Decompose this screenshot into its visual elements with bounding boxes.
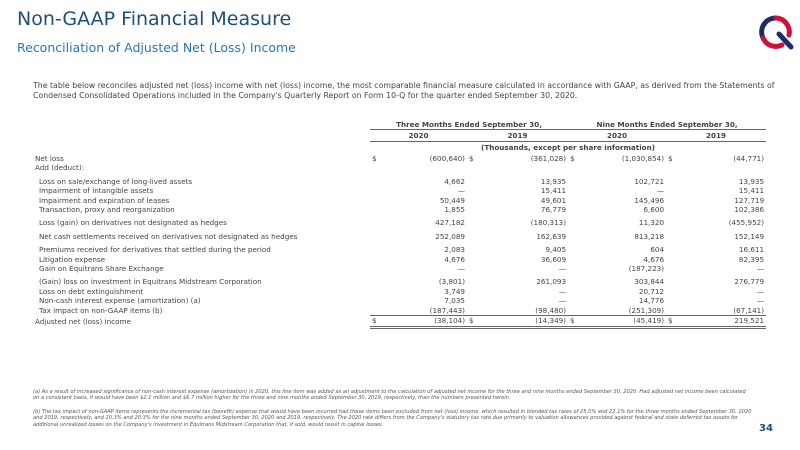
row-label: Tax impact on non-GAAP items (b): [39, 305, 163, 315]
currency-symbol: [666, 218, 678, 227]
currency-symbol: [467, 177, 479, 186]
period-header-row: [33, 111, 766, 130]
value-cell: —: [558, 264, 567, 274]
currency-symbol: [370, 232, 382, 241]
currency-symbol: [568, 264, 580, 273]
row-label: Litigation expense: [39, 254, 106, 264]
currency-symbol: [370, 255, 382, 264]
table-row: [33, 186, 766, 195]
value-cell: —: [457, 186, 465, 196]
value-cell: 49,601: [540, 195, 567, 205]
row-label: (Gain) loss on investment in Equitrans Midstream Corporation: [39, 277, 262, 287]
value-cell: 219,521: [678, 316, 766, 327]
value-cell: —: [756, 296, 765, 306]
row-label: Transaction, proxy and reorganization: [39, 205, 175, 215]
value-cell: 102,386: [734, 205, 765, 215]
value-cell: [382, 163, 467, 172]
currency-symbol: [568, 232, 580, 241]
company-logo: [758, 14, 794, 50]
value-cell: (251,309): [580, 306, 666, 316]
table-row: [33, 287, 766, 296]
currency-symbol: [666, 177, 678, 186]
table-row: [33, 264, 766, 273]
year-header: 2019: [666, 130, 766, 142]
table-row: [33, 316, 766, 327]
currency-symbol: [467, 264, 479, 273]
currency-symbol: $: [668, 154, 673, 163]
value-cell: (14,349): [479, 316, 568, 327]
value-cell: 16,611: [738, 245, 765, 255]
currency-symbol: [467, 296, 479, 305]
value-cell: (455,952): [728, 218, 765, 228]
value-cell: 276,779: [734, 277, 765, 287]
currency-symbol: [370, 205, 382, 214]
currency-symbol: [568, 186, 580, 195]
currency-symbol: [568, 306, 580, 316]
value-cell: —: [457, 264, 465, 274]
value-cell: (187,443): [382, 306, 467, 316]
value-cell: —: [756, 286, 765, 296]
currency-symbol: [666, 205, 678, 214]
value-cell: (98,480): [479, 306, 568, 316]
unit-row: [33, 142, 766, 155]
value-cell: 162,639: [536, 231, 567, 241]
value-cell: (180,313): [530, 218, 567, 228]
value-cell: 813,218: [634, 231, 665, 241]
row-label: Gain on Equitrans Share Exchange: [39, 264, 164, 274]
value-cell: 127,719: [734, 195, 765, 205]
currency-symbol: [666, 296, 678, 305]
currency-symbol: $: [372, 154, 377, 163]
currency-symbol: [467, 245, 479, 254]
currency-symbol: [370, 218, 382, 227]
value-cell: 20,712: [638, 286, 665, 296]
table-row: [33, 163, 766, 172]
currency-symbol: [666, 245, 678, 254]
currency-symbol: [370, 163, 382, 172]
currency-symbol: [568, 218, 580, 227]
currency-symbol: [568, 255, 580, 264]
row-label: Premiums received for derivatives that settled during the period: [39, 245, 271, 255]
value-cell: (3,801): [438, 277, 465, 287]
table-row: [33, 245, 766, 254]
value-cell: (38,104): [382, 316, 467, 327]
row-label: Loss on debt extinguishment: [39, 286, 144, 296]
row-label: Adjusted net (loss) income: [35, 316, 131, 326]
value-cell: [678, 163, 766, 172]
three-months-header: Three Months Ended September 30,: [370, 111, 568, 130]
currency-symbol: [666, 287, 678, 296]
value-cell: 14,776: [638, 296, 665, 306]
currency-symbol: [467, 287, 479, 296]
currency-symbol: [370, 264, 382, 273]
value-cell: —: [756, 264, 765, 274]
unit-label: (Thousands, except per share information): [481, 143, 656, 153]
reconciliation-table: [33, 111, 766, 329]
value-cell: (67,141): [678, 306, 766, 316]
currency-symbol: [568, 277, 580, 286]
value-cell: 13,935: [540, 176, 567, 186]
value-cell: 9,405: [545, 245, 567, 255]
value-cell: 145,496: [634, 195, 665, 205]
table-row: [33, 277, 766, 286]
currency-symbol: [467, 277, 479, 286]
value-cell: 1,855: [444, 205, 465, 215]
value-cell: 604: [650, 245, 665, 255]
value-cell: 15,411: [738, 186, 765, 196]
currency-symbol: [370, 196, 382, 205]
year-header: 2020: [370, 130, 467, 142]
year-header-row: [33, 130, 766, 142]
currency-symbol: [568, 287, 580, 296]
value-cell: 4,676: [444, 254, 465, 264]
table-row: [33, 205, 766, 214]
page-title: Non-GAAP Financial Measure: [17, 8, 292, 30]
row-label: Add (deduct):: [35, 163, 85, 173]
value-cell: (187,223): [628, 264, 665, 274]
currency-symbol: $: [666, 316, 678, 327]
currency-symbol: [370, 186, 382, 195]
currency-symbol: [568, 205, 580, 214]
table-row: [33, 306, 766, 316]
row-label: Non-cash interest expense (amortization) (a): [39, 296, 201, 306]
row-label: Loss (gain) on derivatives not designated as hedges: [39, 218, 227, 228]
year-header: 2019: [467, 130, 568, 142]
intro-text: The table below reconciles adjusted net (loss) income with net (loss) income, the most comparable financial measure calculated in accordance with GAAP, as derived from the Statements of Condensed Consolidated Operations included in the Company's Quarterly Report on Form 10-Q for the quarter ended September 30, 2020.: [33, 81, 775, 100]
value-cell: 6,600: [643, 205, 665, 215]
value-cell: 252,089: [435, 231, 465, 241]
table-row: [33, 255, 766, 264]
row-label: Loss on sale/exchange of long-lived assets: [39, 176, 193, 186]
currency-symbol: [370, 277, 382, 286]
currency-symbol: [666, 186, 678, 195]
currency-symbol: $: [568, 316, 580, 327]
currency-symbol: [467, 196, 479, 205]
value-cell: (361,028): [530, 154, 567, 163]
value-cell: 3,749: [444, 286, 465, 296]
page-number: 34: [759, 423, 773, 434]
row-label: Impairment of intangible assets: [39, 186, 154, 196]
value-cell: (1,030,854): [621, 154, 665, 163]
currency-symbol: [568, 245, 580, 254]
currency-symbol: [568, 163, 580, 172]
currency-symbol: $: [469, 154, 474, 163]
currency-symbol: [370, 296, 382, 305]
value-cell: (600,640): [429, 154, 465, 163]
value-cell: 7,035: [444, 296, 465, 306]
row-label: Net loss: [35, 154, 64, 163]
footnote-b: (b) The tax impact of non-GAAP items represents the incremental tax (benefit) expense that would have been incurred had these items been excluded from net (loss) income, which resulted in blended tax rates of 25.0% and 22.1% for the three months ended September 30, 2020 and 2019, respectively, and 20.3% and 20.3% for the nine months ended September 30, 2020 and 2019, respectively. The 2020 rate differs from the Company's statutory tax rate due primarily to valuation allowances provided against federal and state deferred tax assets for additional unrealized losses on the Company's investment in Equitrans Midstream Corporation that, if sold, would result in capital losses.: [33, 409, 752, 428]
value-cell: 303,844: [634, 277, 665, 287]
currency-symbol: [666, 255, 678, 264]
currency-symbol: [666, 277, 678, 286]
value-cell: 4,676: [643, 254, 665, 264]
currency-symbol: [666, 232, 678, 241]
value-cell: 82,395: [738, 254, 765, 264]
value-cell: —: [558, 296, 567, 306]
currency-symbol: [467, 232, 479, 241]
currency-symbol: [666, 264, 678, 273]
value-cell: 102,721: [634, 176, 665, 186]
value-cell: 427,182: [435, 218, 465, 228]
currency-symbol: [568, 177, 580, 186]
currency-symbol: [467, 163, 479, 172]
table-row: [33, 218, 766, 227]
value-cell: 2,083: [444, 245, 465, 255]
value-cell: (44,771): [733, 154, 765, 163]
value-cell: 15,411: [540, 186, 567, 196]
currency-symbol: [370, 245, 382, 254]
value-cell: [479, 163, 568, 172]
currency-symbol: [666, 306, 678, 316]
row-label: Net cash settlements received on derivatives not designated as hedges: [39, 231, 298, 241]
value-cell: 11,320: [638, 218, 665, 228]
table-row: [33, 296, 766, 305]
value-cell: 152,149: [734, 231, 765, 241]
currency-symbol: [666, 196, 678, 205]
currency-symbol: [467, 186, 479, 195]
value-cell: —: [558, 286, 567, 296]
value-cell: 261,093: [536, 277, 567, 287]
value-cell: 50,449: [439, 195, 465, 205]
table-row: [33, 177, 766, 186]
table-row: [33, 154, 766, 163]
currency-symbol: [370, 177, 382, 186]
page-subtitle: Reconciliation of Adjusted Net (Loss) Income: [17, 40, 296, 55]
currency-symbol: [568, 296, 580, 305]
currency-symbol: [467, 218, 479, 227]
currency-symbol: $: [467, 316, 479, 327]
currency-symbol: [370, 287, 382, 296]
currency-symbol: [370, 306, 382, 316]
value-cell: 36,609: [540, 254, 567, 264]
value-cell: 4,662: [444, 176, 465, 186]
currency-symbol: $: [570, 154, 575, 163]
currency-symbol: $: [370, 316, 382, 327]
value-cell: 13,935: [738, 176, 765, 186]
nine-months-header: Nine Months Ended September 30,: [568, 111, 766, 130]
table-row: [33, 232, 766, 241]
currency-symbol: [467, 306, 479, 316]
year-header: 2020: [568, 130, 666, 142]
currency-symbol: [467, 255, 479, 264]
table-row: [33, 196, 766, 205]
row-label: Impairment and expiration of leases: [39, 195, 170, 205]
currency-symbol: [467, 205, 479, 214]
value-cell: (45,419): [580, 316, 666, 327]
currency-symbol: [568, 196, 580, 205]
footnote-a: (a) As a result of increased significance of non-cash interest expense (amortization) in 2020, this line item was added as an adjustment to the calculation of adjusted net income for the three and nine months ended September 30, 2020. Had adjusted net income been calculated on a consistent basis, it would have been $2.1 million and $6.7 million higher for the three and nine months ended September 30, 2019, respectively, than the numbers presented herein.: [33, 389, 746, 402]
value-cell: —: [656, 186, 665, 196]
value-cell: [580, 163, 666, 172]
value-cell: 76,779: [540, 205, 567, 215]
currency-symbol: [666, 163, 678, 172]
